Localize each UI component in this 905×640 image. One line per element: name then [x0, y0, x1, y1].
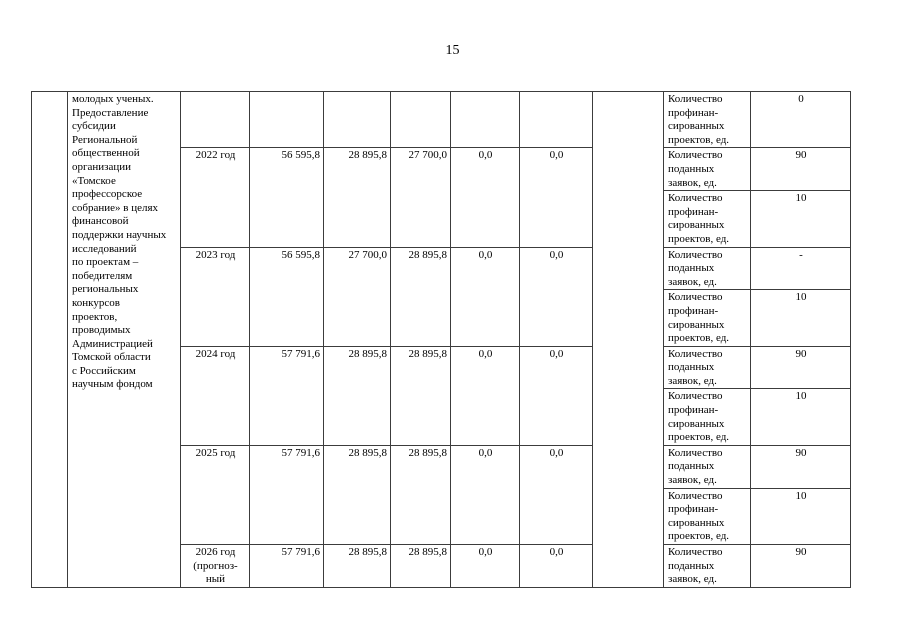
executor-cell	[593, 92, 664, 588]
funding-cell: 27 700,0	[324, 247, 391, 346]
funding-cell: 0,0	[520, 545, 593, 588]
indicator-value-cell: 90	[751, 346, 851, 389]
indicator-name-cell: Количество профинан- сированных проектов, ед.	[664, 92, 751, 148]
funding-cell: 27 700,0	[391, 148, 451, 247]
year-cell: 2023 год	[181, 247, 250, 346]
funding-cell: 0,0	[520, 247, 593, 346]
funding-cell: 28 895,8	[324, 148, 391, 247]
funding-cell: 28 895,8	[391, 445, 451, 544]
indicator-value-cell: 90	[751, 545, 851, 588]
year-cell: 2026 год (прогноз- ный	[181, 545, 250, 588]
total-cell: 57 791,6	[250, 445, 324, 544]
funding-cell: 28 895,8	[324, 445, 391, 544]
event-description-cell: молодых ученых. Предоставление субсидии Региональной общественной организации «Томское профессорское собрание» в целях финансовой поддержки научных исследований по проектам – победителям региональных конкурсов проектов, проводимых Администрацией Томской области с Российским научным фондом	[68, 92, 181, 588]
total-cell: 56 595,8	[250, 148, 324, 247]
funding-cell: 0,0	[520, 346, 593, 445]
indicator-value-cell: 10	[751, 191, 851, 247]
number-cell	[32, 92, 68, 588]
indicator-name-cell: Количество поданных заявок, ед.	[664, 148, 751, 191]
funding-cell: 0,0	[451, 445, 520, 544]
indicator-name-cell: Количество профинан- сированных проектов, ед.	[664, 389, 751, 445]
funding-cell	[324, 92, 391, 148]
funding-cell: 0,0	[520, 148, 593, 247]
funding-cell: 0,0	[520, 445, 593, 544]
funding-cell	[520, 92, 593, 148]
indicator-value-cell: 10	[751, 290, 851, 346]
funding-cell: 28 895,8	[391, 545, 451, 588]
indicator-name-cell: Количество профинан- сированных проектов, ед.	[664, 290, 751, 346]
indicator-value-cell: 90	[751, 148, 851, 191]
page-number: 15	[445, 43, 460, 58]
year-cell: 2025 год	[181, 445, 250, 544]
funding-cell	[391, 92, 451, 148]
indicator-name-cell: Количество профинан- сированных проектов, ед.	[664, 488, 751, 544]
total-cell	[250, 92, 324, 148]
year-cell: 2022 год	[181, 148, 250, 247]
funding-cell: 28 895,8	[324, 346, 391, 445]
indicator-value-cell: 0	[751, 92, 851, 148]
indicator-name-cell: Количество поданных заявок, ед.	[664, 247, 751, 290]
indicator-name-cell: Количество профинан- сированных проектов, ед.	[664, 191, 751, 247]
funding-cell: 28 895,8	[391, 247, 451, 346]
total-cell: 57 791,6	[250, 346, 324, 445]
indicator-value-cell: 10	[751, 488, 851, 544]
year-cell: 2024 год	[181, 346, 250, 445]
total-cell: 57 791,6	[250, 545, 324, 588]
indicator-value-cell: 90	[751, 445, 851, 488]
total-cell: 56 595,8	[250, 247, 324, 346]
funding-cell: 0,0	[451, 346, 520, 445]
program-table	[31, 91, 851, 588]
funding-cell: 28 895,8	[391, 346, 451, 445]
period-cell	[181, 92, 250, 148]
funding-cell: 0,0	[451, 545, 520, 588]
funding-cell: 28 895,8	[324, 545, 391, 588]
indicator-name-cell: Количество поданных заявок, ед.	[664, 346, 751, 389]
indicator-value-cell: 10	[751, 389, 851, 445]
indicator-name-cell: Количество поданных заявок, ед.	[664, 545, 751, 588]
indicator-name-cell: Количество поданных заявок, ед.	[664, 445, 751, 488]
indicator-value-cell: -	[751, 247, 851, 290]
funding-cell: 0,0	[451, 247, 520, 346]
table-row	[32, 92, 851, 148]
funding-cell: 0,0	[451, 148, 520, 247]
funding-cell	[451, 92, 520, 148]
